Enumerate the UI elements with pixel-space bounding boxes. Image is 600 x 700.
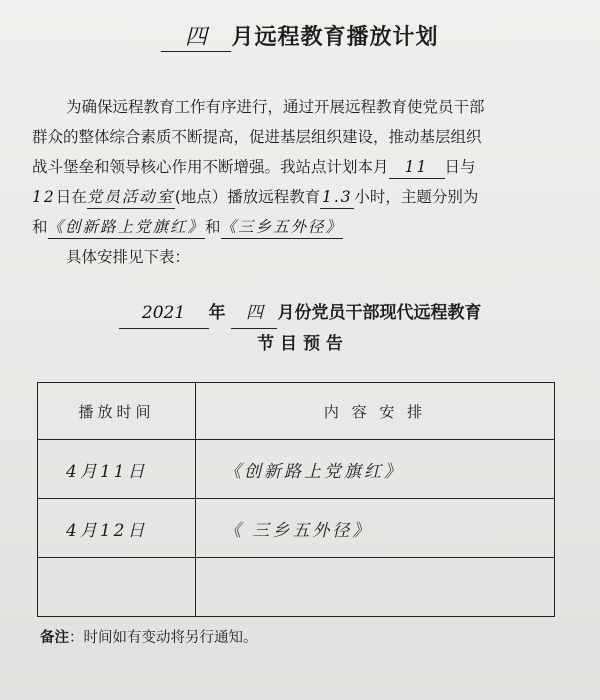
schedule-heading-text: 月份党员干部现代远程教育 [277,303,482,323]
theme-2-fill: 《三乡五外径》 [221,216,344,239]
schedule-heading-line-1 [0,298,600,329]
place-fill: 党员活动室 [87,186,175,209]
day-fill: 11 [389,156,445,179]
row-3-time [38,558,196,617]
intro-line-5-mid: 和 [205,218,221,236]
intro-line-2: 群众的整体综合素质不断提高，促进基层组织建设，推动基层组织 [32,128,482,146]
footnote-text: ：时间如有变动将另行通知。 [69,630,258,646]
header-content: 内 容 安 排 [196,383,555,440]
intro-line-3-tail: 日与 [444,158,476,176]
table-row [38,558,555,617]
table-row [38,499,555,558]
row-1-content: 《创新路上党旗红》 [196,440,555,499]
intro-line-4-tail: 小时，主题分别为 [354,188,479,206]
row-2-content: 《 三乡五外径》 [196,499,555,558]
schedule-heading-line-2: 节 目 预 告 [257,334,343,354]
intro-line-3-text: 战斗堡垒和领导核心作用不断增强。我站点计划本月 [32,158,389,176]
page-title [0,20,600,52]
schedule-table [37,382,555,617]
header-time: 播放时间 [38,383,196,440]
table-row [38,440,555,499]
intro-paragraph [32,92,572,272]
year-text: 年 [208,303,226,323]
intro-line-5-text: 和 [32,218,48,236]
schedule-heading [0,298,600,359]
intro-line-4-mid: (地点）播放远程教育 [174,188,321,206]
hours-fill: 1.3 [320,186,354,209]
intro-line-5 [32,212,572,242]
footnote [40,626,258,647]
year-fill: 2021 [119,298,209,329]
row-1-time: 4月11日 [38,440,196,499]
row-2-time: 4月12日 [38,499,196,558]
table-header-row [38,383,555,440]
intro-line-3 [32,152,572,182]
title-month-fill: 四 [161,20,231,52]
schedule-month-fill: 四 [231,298,277,329]
theme-1-fill: 《创新路上党旗红》 [48,216,206,239]
intro-line-6: 具体安排见下表： [66,248,191,266]
intro-line-4 [32,182,572,212]
intro-line-1: 为确保远程教育工作有序进行，通过开展远程教育使党员干部 [66,98,485,116]
second-day-fill: 12 [32,188,56,206]
footnote-label: 备注 [40,630,69,646]
row-3-content [196,558,555,617]
title-text: 月远程教育播放计划 [231,25,439,50]
intro-line-4-text: 日在 [55,188,87,206]
